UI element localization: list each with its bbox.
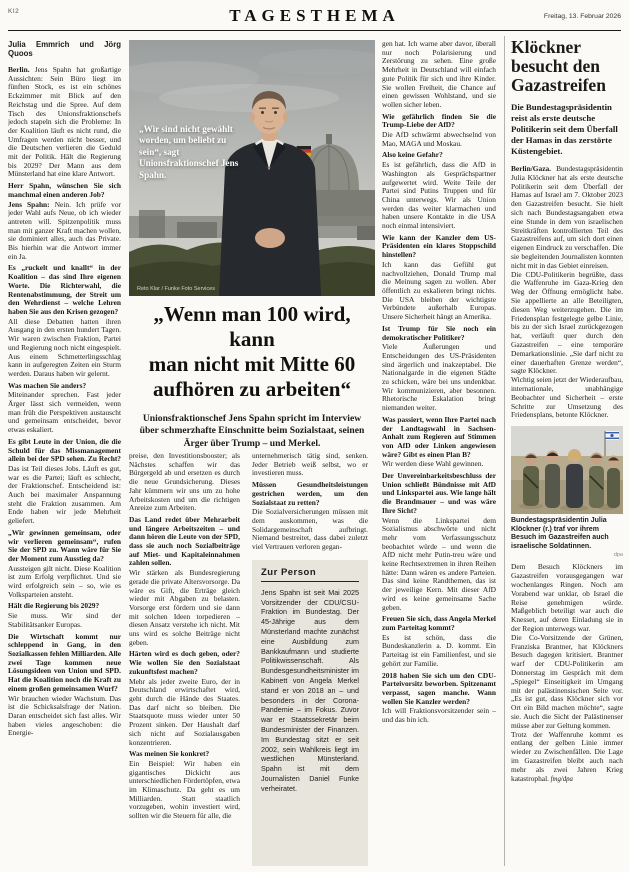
article-paragraph: Berlin. Jens Spahn hat großartige Aussichten: Sein Büro liegt im fünften Stock, es ist ein schönes Eckzimmer mit Blick auf den Reichstag und die Spree. Auf dem Tisch des Unionsfraktionschefs jedoch stapeln sich die Probleme: In der Koalition läuft es nicht rund, die Umfragen werden nicht besser, und die Deutschen verlieren die Geduld mit der Politik. Hält die Regierung bis 2029? Der Mann aus dem Münsterland hat eine klare Antwort. [8,65,121,179]
article-paragraph: Trotz der Waffenruhe kommt es entlang der gelben Linie immer wieder zu Zwischenfällen. Die Lage im Gazastreifen bleibt auch nach mehr als zwei Jahren Krieg katastrophal. fmg/dpa [511,729,623,783]
article-paragraph: Aussteigen gilt nicht. Diese Koalition ist zum Erfolg verpflichtet. Und sie wird erfolgreich sein – so, wie es Volksparteien ansteht. [8,563,121,599]
interview-question: Was meinen Sie konkret? [129,749,210,759]
interview-question: Herr Spahn, wünschen Sie sich manchmal einen anderen Job? [8,181,121,199]
masthead-date: Freitag, 13. Februar 2026 [543,13,621,20]
main-deck: Unionsfraktionschef Jens Spahn spricht im Interview über schmerzhafte Einschnitte beim Sozialstaat, seinen Ärger über Trump – und Merkel. [139,413,365,449]
article-paragraph: Miteinander sprechen. Fast jeder Ärger lässt sich vermeiden, wenn man früh die Perspektiven austauscht und gemeinsam entscheidet, bevor etwas eskaliert. [8,390,121,435]
article-column-2 [129,452,240,866]
article-paragraph: Sie muss. Wir sind der Stabilitätsanker Europas. [8,611,121,629]
interview-question: Ist Trump für Sie noch ein demokratischer Politiker? [382,323,496,342]
interview-question: Also keine Gefahr? [382,150,443,160]
main-headline: „Wenn man 100 wird, kann man nicht mit Mitte 60 aufhören zu arbeiten“ [148,302,356,401]
article-paragraph: Es ist gefährlich, dass die AfD in Washington als Gesprächspartner aufgewertet wird. Weite Teile der Partei sind Putins Truppen und für China unterwegs. Wir als Union werden das weiter klarmachen und haben unsere Kontakte in die USA noch einmal intensiviert. [382,160,496,231]
article-paragraph: Berlin/Gaza. Bundestagspräsidentin Julia Klöckner hat als erste deutsche Politikerin seit dem Überfall der Hamas auf Israel am 7. Oktober 2023 den Gazastreifen besucht. Sie hielt sich nach Bundestagsangaben etwa eine Stunde in dem von israelischen Streitkräften kontrollierten Teil des Gazastreifens auf, um sich dort einen eigenen Eindruck zu verschaffen. Die sie begleitenden Journalisten konnten nicht mit in das Gebiet einreisen. [511,164,623,270]
gaza-caption: Bundestagspräsidentin Julia Klöckner (r.) traf vor ihrem Besuch im Gazastreifen auch israelische Soldatinnen. [511,517,609,550]
masthead-rule [8,30,621,31]
gaza-body-top [511,165,623,420]
zur-person-text: Jens Spahn ist seit Mai 2025 Vorsitzender der CDU/CSU-Fraktion im Bundestag. Der 45-Jährige aus dem Münsterland machte zunächst eine Ausbildung zum Bankkaufmann und studierte Politikwissenschaft. Als Bundesgesundheitsminister im Kabinett von Angela Merkel stand er von 2018 an – und besonders in der Corona-Pandemie – im Fokus. Zuvor war er Staatssekretär beim Bundesminister der Finanzen. Im Bundestag sitzt er seit 2002, sein Wahlkreis liegt im westlichen Münsterland. Spahn ist mit dem Journalisten Daniel Funke verheiratet. [261,587,359,793]
interview-question: Es „ruckelt und knallt“ in der Koalition – das sind Ihre eigenen Worte. Die Richterwahl, die Rentenabstimmung, der Streit um den Wehrdienst – welche Lehren haben Sie aus den Krisen gezogen? [8,263,121,316]
article-paragraph: Die Sozialversicherungen müssen mit dem auskommen, was die Solidargemeinschaft aufbringt. Niemand bestreitet, dass dabei zuletzt viel Vertrauen verloren gegan- [252,507,368,552]
zur-person-box [252,560,368,866]
interview-question: Härten wird es doch geben, oder? Wie wollen Sie den Sozialstaat zukunftsfest machen? [129,649,240,676]
article-paragraph: All diese Debatten hatten ihren Ausgang in den ersten hundert Tagen. Wir waren zwischen Fraktion, Partei und Regierung noch nicht eingespielt. Aus einem Schmetterlingsschlag kann in aufgeregten Zeiten ein Sturm werden. Daraus haben wir gelernt. [8,316,121,378]
photo-credit: Reto Klar / Funke Foto Services [137,286,215,292]
gaza-photo [511,426,623,514]
article-paragraph: Wichtig seien jetzt der Wiederaufbau, internationale, unabhängige Beobachter und Sicherheit – erste Schritte zur Umsetzung des Friedensplans, betonte Klöckner. [511,375,623,420]
interview-question: 2018 haben Sie sich um den CDU-Parteivorsitz beworben. Spitzenamt verpasst, sagen manche. Wann wollen Sie Kanzler werden? [382,670,496,706]
article-column-1 [8,40,121,866]
article-paragraph: unternehmerisch tätig sind, senken. Jeder Betrieb weiß selbst, wo er investieren muss. [252,452,368,478]
gaza-deck: Die Bundestagspräsidentin reist als erste deutsche Politikerin seit dem Überfall der Hamas in das zerstörte Küstengebiet. [511,102,618,156]
interview-question: Müssen Gesundheitsleistungen gestrichen werden, um den Sozialstaat zu retten? [252,480,368,507]
article-paragraph: Dem Besuch Klöckners im Gazastreifen vorausgegangen war wochenlanges Ringen. Noch am Vorabend war unklar, ob Israel die Reise genehmigen würde. Maßgeblich beteiligt war auch die Knesset, auf deren Einladung sie in der Region unterwegs war. [511,562,623,634]
gaza-article [511,38,623,784]
interview-question: Hält die Regierung bis 2029? [8,601,100,611]
column-1-text [8,66,121,738]
interview-question: Die Wirtschaft kommt nur schleppend in Gang, in den Sozialkassen fehlen Milliarden. Alle zwei Tage kommen neue Lösungsideen von Union und SPD. Hat die Koalition noch die Kraft zu einem großen gemeinsamen Wurf? [8,631,121,693]
article-paragraph: Wir brauchen wieder Wachstum. Das ist die Schicksalsfrage der Nation. Daran entscheidet sich fast alles. Wir haben vieles angeschoben: die Energie- [8,693,121,738]
article-column-3 [252,452,368,556]
article-paragraph: preise, den Investitionsbooster; als Nächstes schaffen wir das Bürgergeld ab und ersetzen es durch die neue Grundsicherung. Dieses Jahr kümmern wir uns um zu hohe Arbeitskosten und um die richtigen Anreize zum Arbeiten. [129,452,240,513]
section-title: TAGESTHEMA [229,6,400,25]
article-paragraph: Ein Beispiel: Wir haben ein gigantisches Dickicht aus unterschiedlichen Fördertöpfen, etwa im Klimaschutz. Da geht es um Milliarden. Statt staatlich vorzugeben, wohin investiert wird, sollten wir die Steuern für alle, die [129,758,240,821]
article-paragraph: Wenn die Linkspartei dem Sozialismus abschwörte und nicht mehr vom Verfassungsschutz beobachtet würde – und wenn die AfD nicht mehr Putin-treu wäre und keine Rechtsextremen in ihren Reihen hätte: Dann wären es andere Parteien. Das sind keine Randthemen, das ist der jeweilige Kern. Mit dieser AfD wird es keine gemeinsame Sache geben. [382,515,496,612]
article-paragraph: gen hat. Ich warne aber davor, überall nur noch Polarisierung und Zerstörung zu sehen. Eine große Mehrheit in Deutschland will einfach gute Politik für sich und ihre Kinder. Sie wollen Freiheit, die Chance auf einen gewissen Wohlstand, und sie wollen sicher leben. [382,40,496,109]
headline-block [129,302,375,450]
author-sign-off: fmg/dpa [548,775,573,783]
interview-question: Was machen Sie anders? [8,380,87,390]
interview-question: Das Land redet über Mehrarbeit und längere Arbeitszeiten – und dann hören die Leute von der SPD, dass sie auch noch Sozialbeiträge auf Miet- und Kapitaleinnahmen zahlen sollen. [129,514,240,568]
interview-question: Wie kann der Kanzler dem US-Präsidenten ein klares Stoppschild hinstellen? [382,232,496,260]
interview-question: Wie gefährlich finden Sie die Trump-Liebe der AfD? [382,111,496,130]
zur-person-title: Zur Person [261,568,359,582]
gaza-photo-illustration [511,426,623,514]
article-paragraph: Es ist schön, dass die Bundeskanzlerin a. D. kommt. Ein Parteitag ist ein Familienfest, und sie gehört zur Familie. [382,632,496,668]
article-paragraph: Viele Äußerungen und Entscheidungen des US-Präsidenten sind ärgerlich und inakzeptabel. Die Nationalgarde in die eigenen Städte zu schicken, wäre bei uns undenkbar. Wir kommunizieren, aber besonnen. Rhetorische Eskalation bringt niemanden weiter. [382,342,496,413]
spahn-photo [129,40,375,296]
column-divider [504,36,505,866]
interview-question: Der Unvereinbarkeitsbeschluss der Union schließt Bündnisse mit AfD und Linkspartei aus. Wie lange hält die Brandmauer – und was wäre Ihre Sicht? [382,471,496,515]
article-paragraph: Mehr als jeder zweite Euro, der in Deutschland erwirtschaftet wird, geht durch die Hände des Staates. Das darf nicht so bleiben. Die Staatsquote muss wieder unter 50 Prozent sinken. Der Haushalt darf sich nicht auf Sozialausgaben konzentrieren. [129,676,240,747]
gaza-headline: Klöckner besucht den Gazastreifen [511,37,606,95]
article-paragraph: Ich kann das Gefühl gut nachvollziehen, Donald Trump mal die Meinung sagen zu wollen. Aber öffentlich zu eskalieren bringt nichts. Die USA bleiben der wichtigste Verbündete außerhalb Europas. Unsere Sicherheit hängt an Amerika. [382,259,496,322]
photo-pull-quote: „Wir sind nicht gewählt worden, um beliebt zu sein“, sagt Unionsfraktionschef Jens Spahn. [139,124,239,180]
interview-question: „Wir gewinnen gemeinsam, oder wir verlieren gemeinsam“, rufen Sie der SPD zu. Wann wäre für Sie der Moment zum Ausstieg da? [8,527,121,563]
article-paragraph: Jens Spahn: Nein. Ich prüfe vor jeder Wahl aufs Neue, ob ich wieder antreten will. Spitzenpolitik muss man mit ganzer Kraft machen wollen, sie dominiert alles, auch das Private. Bis hierhin war die Antwort immer ein Ja. [8,199,121,261]
gaza-body-bottom [511,563,623,784]
article-paragraph: Ich will Fraktionsvorsitzender sein – und das bin ich. [382,706,496,725]
gaza-photo-credit: dpa [613,552,623,559]
interview-question: Freuen Sie sich, dass Angela Merkel zum Parteitag kommt? [382,614,496,632]
interview-question: Es gibt Leute in der Union, die die Schuld für das Missmanagement allein bei der SPD sehen. Zu Recht? [8,436,121,464]
article-column-4 [382,40,496,866]
article-paragraph: Die Co-Vorsitzende der Grünen, Franziska Brantner, hat Klöckners Besuch dagegen kritisiert. Brantner warf der CDU-Politikerin am Donnerstag im Gespräch mit dem „Spiegel“ Einseitigkeit im Umgang mit der palästinensischen Seite vor. „Es ist gut, dass Klöckner sich vor Ort ein Bild machen möchte“, sagte sie. Auch die Sicht der Palästinenser müsse aber zur Geltung kommen. [511,632,623,730]
article-paragraph: Wir stärken als Bundesregierung gerade die private Altersvorsorge. Da wäre es Gift, die Erträge gleich wieder mit Abgaben zu belasten. Vorsorge erst fördern und sie dann mit solchen Ideen torpedieren – diesen Ansatz verstehe ich nicht. Mit uns wird es solche Beiträge nicht geben. [129,568,240,647]
interview-question: Was passiert, wenn Ihre Partei nach der Landtagswahl in Sachsen-Anhalt zum Regieren auf Stimmen von AfD oder Linken angewiesen wäre? Gibt es einen Plan B? [382,414,496,459]
article-paragraph: Wir werden diese Wahl gewinnen. [382,459,484,469]
article-paragraph: Die CDU-Politikerin begrüßte, dass die Waffenruhe im Gaza-Krieg den Weg der Öffnung ermöglicht habe. Sie appellierte an alle Beteiligten, diesen Weg weiterzugehen. Die im Friedensplan festgelegte gelbe Linie, bis zu der sich Israel zurückgezogen hat, verläuft quer durch den Gazastreifen – eine temporäre Demarkationslinie. „Sie darf nicht zu einer dauerhaften Grenze werden“, sagte Klöckner. [511,269,623,376]
page-label: KI2 [8,8,20,15]
article-paragraph: Die AfD schwärmt abwechselnd von Mao, MAGA und Moskau. [382,130,496,148]
article-paragraph: Das ist Teil dieses Jobs. Läuft es gut, war es die Partei; läuft es schlecht, der Fraktionschef. Entscheidend ist: Auch bei maximaler Anspannung steht die Fraktion zusammen. Am Ende haben wir jede Mehrheit geliefert. [8,463,121,526]
byline: Julia Emmrich und Jörg Quoos [8,40,121,58]
